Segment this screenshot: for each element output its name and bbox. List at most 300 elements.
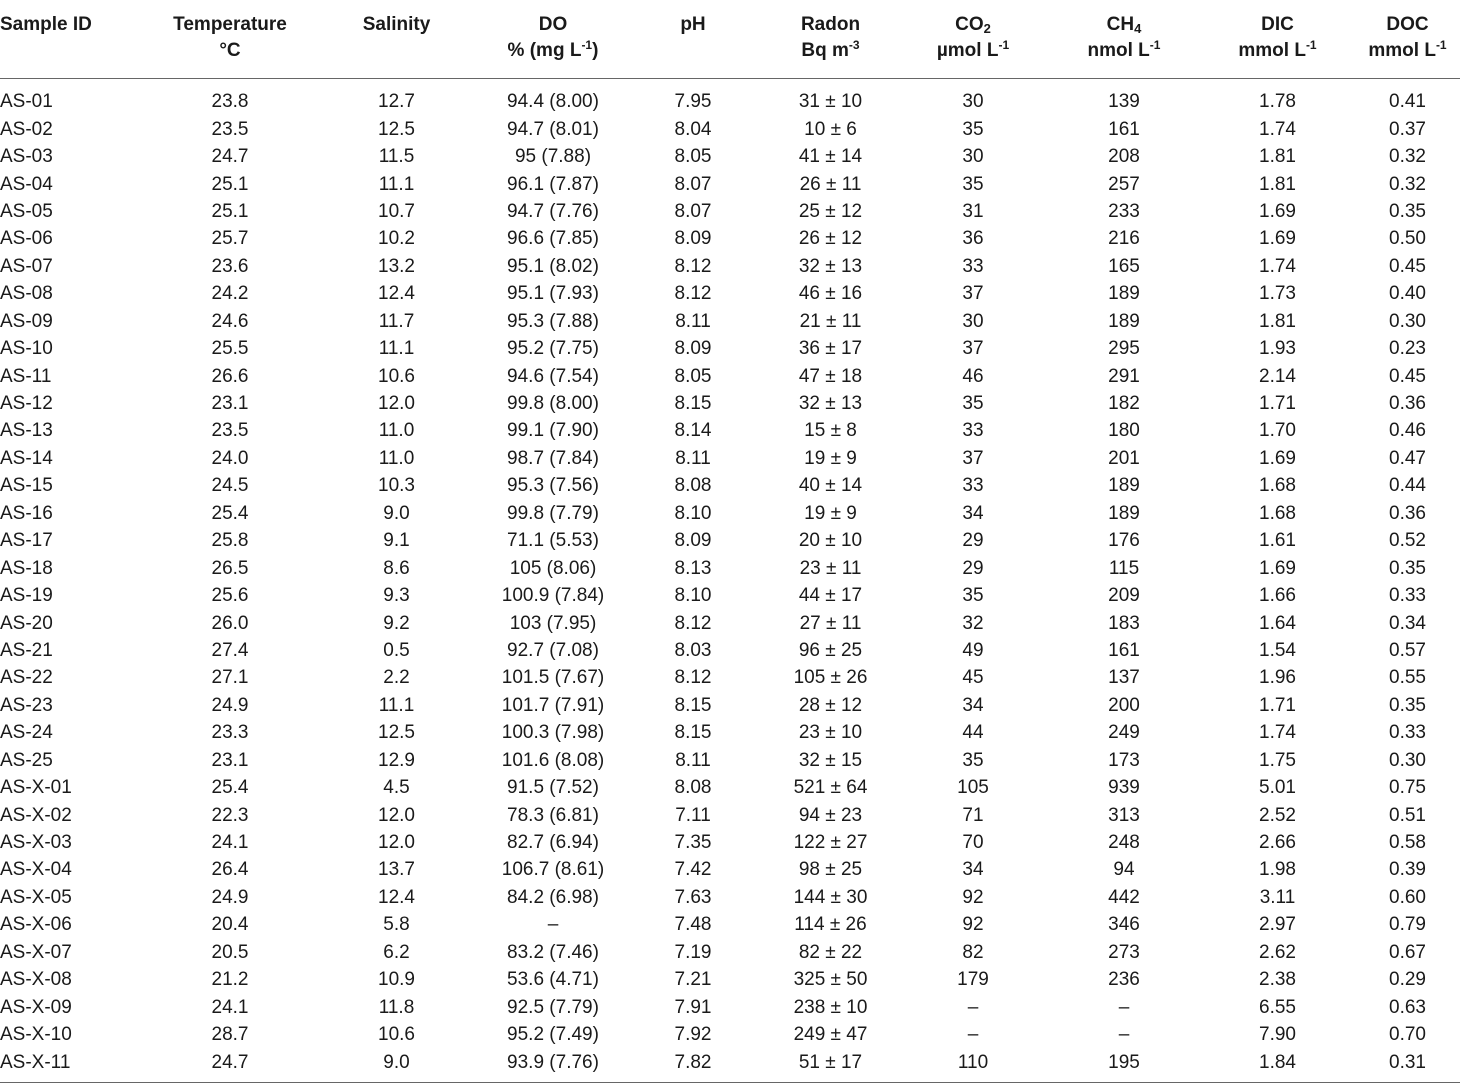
cell-do: 103 (7.95) <box>509 612 597 634</box>
cell-doc: 0.33 <box>1389 585 1426 607</box>
cell-radon: 15 ± 8 <box>804 420 857 442</box>
cell-salinity: 10.2 <box>378 228 415 250</box>
cell-ph: 8.15 <box>674 722 712 744</box>
cell-dic: 1.61 <box>1259 530 1296 552</box>
header-label: Temperature <box>173 14 287 35</box>
table-row <box>0 335 1460 362</box>
cell-ch4: 189 <box>1108 283 1140 305</box>
cell-sample-id: AS-07 <box>0 255 53 277</box>
cell-temperature: 24.6 <box>211 310 249 332</box>
cell-do: 99.8 (8.00) <box>507 393 599 415</box>
cell-co2: 37 <box>962 283 984 305</box>
cell-salinity: 13.2 <box>378 255 415 277</box>
cell-do: 78.3 (6.81) <box>507 804 599 826</box>
table-row <box>0 774 1460 801</box>
table-row <box>0 198 1460 225</box>
cell-co2: – <box>967 996 979 1018</box>
cell-doc: 0.58 <box>1389 832 1426 854</box>
cell-doc: 0.35 <box>1389 557 1426 579</box>
cell-ph: 8.10 <box>674 502 712 524</box>
cell-do: 92.7 (7.08) <box>507 639 599 661</box>
cell-salinity: 12.4 <box>378 283 415 305</box>
table-row <box>0 390 1460 417</box>
cell-doc: 0.32 <box>1389 146 1426 168</box>
cell-dic: 2.62 <box>1259 941 1296 963</box>
cell-co2: 34 <box>962 694 984 716</box>
cell-ph: 8.15 <box>674 694 712 716</box>
cell-ph: 8.03 <box>674 639 712 661</box>
cell-temperature: 25.5 <box>211 338 249 360</box>
header-ph <box>623 0 763 78</box>
header-salinity <box>310 0 483 78</box>
cell-co2: 30 <box>962 91 984 113</box>
cell-radon: 25 ± 12 <box>798 200 863 222</box>
cell-sample-id: AS-X-06 <box>0 914 72 936</box>
header-co2 <box>898 0 1048 78</box>
cell-ch4: 233 <box>1108 200 1140 222</box>
cell-temperature: 24.9 <box>211 886 249 908</box>
header-unit: Bq $m^{-3}$ <box>801 38 860 61</box>
cell-ph: 8.15 <box>674 393 712 415</box>
cell-ph: 8.07 <box>674 173 712 195</box>
cell-doc: 0.51 <box>1389 804 1426 826</box>
cell-doc: 0.36 <box>1389 393 1426 415</box>
cell-temperature: 27.4 <box>211 639 249 661</box>
cell-ph: 8.04 <box>674 118 712 140</box>
cell-temperature: 23.1 <box>211 393 249 415</box>
cell-radon: 47 ± 18 <box>798 365 863 387</box>
cell-do: 95.3 (7.56) <box>507 475 599 497</box>
cell-sample-id: AS-25 <box>0 749 53 771</box>
cell-temperature: 26.0 <box>211 612 249 634</box>
cell-dic: 6.55 <box>1259 996 1296 1018</box>
table-row <box>0 143 1460 170</box>
cell-co2: 33 <box>962 255 984 277</box>
cell-dic: 1.81 <box>1259 146 1296 168</box>
cell-dic: 1.69 <box>1259 557 1296 579</box>
cell-radon: 32 ± 13 <box>798 393 863 415</box>
cell-do: 95 (7.88) <box>514 146 592 168</box>
cell-ch4: 257 <box>1108 173 1140 195</box>
cell-temperature: 21.2 <box>211 969 249 991</box>
cell-co2: 35 <box>962 118 984 140</box>
cell-ph: 7.63 <box>674 886 712 908</box>
table-row <box>0 857 1460 884</box>
cell-do: 53.6 (4.71) <box>507 969 599 991</box>
cell-co2: 32 <box>962 612 984 634</box>
cell-do: 83.2 (7.46) <box>507 941 599 963</box>
cell-dic: 1.74 <box>1259 722 1296 744</box>
cell-sample-id: AS-14 <box>0 447 53 469</box>
cell-sample-id: AS-17 <box>0 530 53 552</box>
table-row <box>0 720 1460 747</box>
cell-temperature: 28.7 <box>211 1024 249 1046</box>
cell-do: 98.7 (7.84) <box>507 447 599 469</box>
cell-doc: 0.70 <box>1389 1024 1426 1046</box>
table-row <box>0 637 1460 664</box>
table-row <box>0 445 1460 472</box>
cell-do: 94.6 (7.54) <box>507 365 599 387</box>
cell-dic: 1.84 <box>1200 1049 1355 1083</box>
cell-doc: 0.57 <box>1389 639 1426 661</box>
cell-ph: 7.48 <box>674 914 712 936</box>
table-row <box>0 994 1460 1021</box>
cell-ph: 7.21 <box>674 969 712 991</box>
cell-radon: 521 ± 64 <box>793 777 868 799</box>
cell-sample-id: AS-X-03 <box>0 832 72 854</box>
cell-do: 95.1 (7.93) <box>507 283 599 305</box>
cell-co2: 44 <box>962 722 984 744</box>
cell-ph: 8.08 <box>674 475 712 497</box>
cell-salinity: 9.1 <box>383 530 410 552</box>
header-label: $CO_2$ <box>955 14 991 36</box>
cell-ch4: 939 <box>1108 777 1140 799</box>
cell-dic: 1.66 <box>1259 585 1296 607</box>
cell-ch4: 189 <box>1108 310 1140 332</box>
cell-ch4: 209 <box>1108 585 1140 607</box>
cell-sample-id: AS-X-08 <box>0 969 72 991</box>
cell-dic: 5.01 <box>1259 777 1296 799</box>
header-unit: µmol $L^{-1}$ <box>936 38 1010 61</box>
cell-doc: 0.52 <box>1389 530 1426 552</box>
cell-sample-id: AS-08 <box>0 283 53 305</box>
cell-doc: 0.40 <box>1389 283 1426 305</box>
cell-radon: 238 ± 10 <box>793 996 868 1018</box>
cell-sample-id: AS-10 <box>0 338 53 360</box>
cell-doc: 0.60 <box>1389 886 1426 908</box>
cell-ph: 7.42 <box>674 859 712 881</box>
cell-temperature: 24.2 <box>211 283 249 305</box>
cell-salinity: 4.5 <box>383 777 410 799</box>
cell-ch4: 189 <box>1108 475 1140 497</box>
cell-ch4: 236 <box>1108 969 1140 991</box>
cell-doc: 0.35 <box>1389 200 1426 222</box>
header-radon <box>763 0 898 78</box>
cell-do: 93.9 (7.76) <box>483 1049 623 1083</box>
cell-ph: 7.82 <box>623 1049 763 1083</box>
cell-co2: 37 <box>962 447 984 469</box>
cell-co2: – <box>967 1024 979 1046</box>
cell-temperature: 24.0 <box>211 447 249 469</box>
table-row <box>0 1049 1460 1083</box>
table-row <box>0 610 1460 637</box>
cell-sample-id: AS-03 <box>0 146 53 168</box>
cell-ph: 8.11 <box>675 749 711 771</box>
cell-doc: 0.33 <box>1389 722 1426 744</box>
cell-dic: 1.98 <box>1259 859 1296 881</box>
cell-ch4: 189 <box>1108 502 1140 524</box>
cell-do: 106.7 (8.61) <box>501 859 605 881</box>
cell-temperature: 23.8 <box>211 91 249 113</box>
cell-salinity: 11.1 <box>378 173 415 195</box>
header-label: Radon <box>800 14 861 35</box>
header-label: Sample ID <box>0 14 92 35</box>
cell-do: 95.2 (7.75) <box>507 338 599 360</box>
header-label: DOC <box>1386 14 1429 35</box>
cell-do: 94.7 (8.01) <box>507 118 599 140</box>
cell-doc: 0.75 <box>1389 777 1426 799</box>
cell-radon: 51 ± 17 <box>763 1049 898 1083</box>
cell-co2: 45 <box>962 667 984 689</box>
cell-dic: 2.52 <box>1259 804 1296 826</box>
cell-dic: 1.93 <box>1259 338 1296 360</box>
cell-do: 94.4 (8.00) <box>507 91 599 113</box>
cell-doc: 0.35 <box>1389 694 1426 716</box>
cell-sample-id: AS-19 <box>0 585 53 607</box>
cell-doc: 0.29 <box>1389 969 1426 991</box>
cell-temperature: 25.4 <box>211 502 249 524</box>
cell-radon: 40 ± 14 <box>798 475 863 497</box>
cell-radon: 325 ± 50 <box>793 969 868 991</box>
table-row <box>0 692 1460 719</box>
cell-radon: 21 ± 11 <box>799 310 862 332</box>
cell-ph: 8.09 <box>674 228 712 250</box>
cell-sample-id: AS-X-04 <box>0 859 72 881</box>
cell-salinity: 5.8 <box>383 914 410 936</box>
cell-salinity: 9.3 <box>383 585 410 607</box>
cell-sample-id: AS-04 <box>0 173 53 195</box>
cell-temperature: 20.4 <box>211 914 249 936</box>
cell-co2: 105 <box>957 777 989 799</box>
cell-ch4: 180 <box>1108 420 1140 442</box>
cell-dic: 1.68 <box>1259 475 1296 497</box>
cell-ph: 8.05 <box>674 146 712 168</box>
cell-sample-id: AS-24 <box>0 722 53 744</box>
cell-co2: 35 <box>962 173 984 195</box>
cell-temperature: 24.1 <box>211 832 249 854</box>
table-row <box>0 582 1460 609</box>
table-row <box>0 829 1460 856</box>
cell-ch4: 442 <box>1108 886 1140 908</box>
cell-co2: 92 <box>962 914 984 936</box>
cell-temperature: 26.6 <box>211 365 249 387</box>
cell-ch4: 291 <box>1108 365 1140 387</box>
cell-doc: 0.44 <box>1389 475 1426 497</box>
cell-ch4: 139 <box>1108 91 1140 113</box>
cell-dic: 1.81 <box>1259 173 1296 195</box>
cell-ph: 7.95 <box>674 91 712 113</box>
cell-radon: 122 ± 27 <box>793 832 868 854</box>
cell-ph: 8.12 <box>674 283 712 305</box>
cell-radon: 23 ± 11 <box>799 557 862 579</box>
table-row <box>0 802 1460 829</box>
cell-ph: 8.12 <box>674 612 712 634</box>
cell-temperature: 23.1 <box>211 749 249 771</box>
cell-doc: 0.46 <box>1389 420 1426 442</box>
cell-salinity: 11.7 <box>378 310 415 332</box>
cell-radon: 82 ± 22 <box>798 941 863 963</box>
cell-radon: 96 ± 25 <box>798 639 863 661</box>
cell-radon: 105 ± 26 <box>793 667 868 689</box>
cell-temperature: 23.6 <box>211 255 249 277</box>
header-label: DO <box>538 14 568 35</box>
cell-dic: 2.14 <box>1259 365 1296 387</box>
cell-salinity: 0.5 <box>383 639 410 661</box>
cell-salinity: 12.0 <box>378 832 415 854</box>
cell-doc: 0.39 <box>1389 859 1426 881</box>
cell-ph: 7.91 <box>674 996 712 1018</box>
header-label: pH <box>680 14 706 35</box>
cell-salinity: 9.0 <box>310 1049 483 1083</box>
cell-ph: 7.92 <box>674 1024 712 1046</box>
cell-salinity: 11.0 <box>378 447 415 469</box>
cell-co2: 82 <box>962 941 984 963</box>
cell-radon: 32 ± 15 <box>798 749 863 771</box>
cell-dic: 1.54 <box>1259 639 1296 661</box>
cell-do: 101.7 (7.91) <box>501 694 605 716</box>
table-row <box>0 912 1460 939</box>
cell-dic: 1.71 <box>1259 393 1296 415</box>
header-label: DIC <box>1261 14 1294 35</box>
cell-radon: 32 ± 13 <box>798 255 863 277</box>
cell-ph: 8.08 <box>674 777 712 799</box>
cell-ch4: – <box>1118 996 1130 1018</box>
cell-ch4: 216 <box>1108 228 1140 250</box>
cell-sample-id: AS-23 <box>0 694 53 716</box>
cell-ch4: 313 <box>1108 804 1140 826</box>
cell-doc: 0.45 <box>1389 255 1426 277</box>
cell-ph: 7.11 <box>675 804 711 826</box>
cell-ch4: 176 <box>1108 530 1140 552</box>
cell-salinity: 11.8 <box>378 996 415 1018</box>
cell-dic: 1.69 <box>1259 447 1296 469</box>
cell-ph: 8.05 <box>674 365 712 387</box>
header-label: Salinity <box>362 14 431 35</box>
cell-salinity: 8.6 <box>383 557 410 579</box>
cell-co2: 35 <box>962 585 984 607</box>
cell-do: 99.8 (7.79) <box>507 502 599 524</box>
cell-dic: 1.74 <box>1259 118 1296 140</box>
table-row <box>0 665 1460 692</box>
cell-temperature: 23.5 <box>211 420 249 442</box>
cell-sample-id: AS-11 <box>0 365 52 387</box>
cell-radon: 10 ± 6 <box>804 118 857 140</box>
table-row <box>0 78 1460 116</box>
cell-temperature: 25.8 <box>211 530 249 552</box>
cell-dic: 7.90 <box>1259 1024 1296 1046</box>
cell-sample-id: AS-18 <box>0 557 53 579</box>
cell-salinity: 9.0 <box>383 502 410 524</box>
table-row <box>0 884 1460 911</box>
cell-ch4: 200 <box>1108 694 1140 716</box>
cell-temperature: 27.1 <box>211 667 249 689</box>
cell-radon: 23 ± 10 <box>798 722 863 744</box>
header-unit: nmol $L^{-1}$ <box>1087 38 1161 61</box>
cell-ch4: 115 <box>1108 557 1140 579</box>
table-row <box>0 939 1460 966</box>
header-label: $CH_4$ <box>1106 14 1142 36</box>
header-row <box>0 0 1460 78</box>
cell-sample-id: AS-X-10 <box>0 1024 72 1046</box>
cell-ph: 8.13 <box>674 557 712 579</box>
table-row <box>0 500 1460 527</box>
cell-temperature: 24.1 <box>211 996 249 1018</box>
cell-sample-id: AS-X-01 <box>0 777 72 799</box>
cell-salinity: 2.2 <box>383 667 410 689</box>
cell-dic: 2.97 <box>1259 914 1296 936</box>
cell-temperature: 24.7 <box>211 146 249 168</box>
cell-doc: 0.45 <box>1389 365 1426 387</box>
cell-ph: 8.09 <box>674 530 712 552</box>
cell-ch4: 195 <box>1048 1049 1200 1083</box>
table-row <box>0 1021 1460 1048</box>
cell-sample-id: AS-01 <box>0 91 53 113</box>
cell-salinity: 12.9 <box>378 749 415 771</box>
cell-sample-id: AS-06 <box>0 228 53 250</box>
cell-ch4: 182 <box>1108 393 1140 415</box>
cell-sample-id: AS-X-05 <box>0 886 72 908</box>
header-dic <box>1200 0 1355 78</box>
cell-ch4: 161 <box>1108 118 1140 140</box>
cell-ph: 8.10 <box>674 585 712 607</box>
cell-do: 91.5 (7.52) <box>507 777 599 799</box>
cell-do: 100.3 (7.98) <box>501 722 605 744</box>
cell-ph: 8.12 <box>674 255 712 277</box>
cell-doc: 0.30 <box>1389 310 1426 332</box>
cell-dic: 1.64 <box>1259 612 1296 634</box>
cell-salinity: 12.5 <box>378 118 415 140</box>
cell-doc: 0.41 <box>1389 91 1426 113</box>
cell-ph: 8.11 <box>675 310 711 332</box>
cell-ph: 8.09 <box>674 338 712 360</box>
cell-doc: 0.34 <box>1389 612 1426 634</box>
header-unit: mmol $L^{-1}$ <box>1238 38 1317 61</box>
cell-dic: 1.96 <box>1259 667 1296 689</box>
cell-salinity: 12.5 <box>378 722 415 744</box>
cell-radon: 44 ± 17 <box>798 585 863 607</box>
cell-doc: 0.36 <box>1389 502 1426 524</box>
cell-salinity: 10.3 <box>378 475 415 497</box>
cell-co2: 110 <box>898 1049 1048 1083</box>
cell-do: 105 (8.06) <box>509 557 597 579</box>
cell-sample-id: AS-X-02 <box>0 804 72 826</box>
cell-radon: 98 ± 25 <box>798 859 863 881</box>
cell-ch4: – <box>1118 1024 1130 1046</box>
cell-do: 95.3 (7.88) <box>507 310 599 332</box>
cell-do: 101.5 (7.67) <box>501 667 605 689</box>
cell-temperature: 23.3 <box>211 722 249 744</box>
cell-sample-id: AS-09 <box>0 310 53 332</box>
cell-radon: 36 ± 17 <box>798 338 863 360</box>
cell-do: 100.9 (7.84) <box>501 585 605 607</box>
cell-ch4: 137 <box>1108 667 1140 689</box>
cell-ph: 7.19 <box>674 941 712 963</box>
cell-dic: 1.81 <box>1259 310 1296 332</box>
table-row <box>0 116 1460 143</box>
cell-dic: 1.68 <box>1259 502 1296 524</box>
cell-ch4: 161 <box>1108 639 1140 661</box>
cell-dic: 1.69 <box>1259 228 1296 250</box>
table-row <box>0 473 1460 500</box>
cell-temperature: 20.5 <box>211 941 249 963</box>
cell-radon: 27 ± 11 <box>799 612 862 634</box>
cell-co2: 29 <box>962 557 984 579</box>
cell-sample-id: AS-20 <box>0 612 53 634</box>
cell-do: 84.2 (6.98) <box>507 886 599 908</box>
cell-temperature: 23.5 <box>211 118 249 140</box>
cell-co2: 36 <box>962 228 984 250</box>
cell-salinity: 10.6 <box>378 365 415 387</box>
cell-ch4: 346 <box>1108 914 1140 936</box>
table-body <box>0 78 1460 1083</box>
cell-sample-id: AS-X-07 <box>0 941 72 963</box>
cell-salinity: 6.2 <box>383 941 410 963</box>
cell-sample-id: AS-X-11 <box>0 1049 150 1083</box>
cell-temperature: 24.7 <box>150 1049 310 1083</box>
cell-doc: 0.32 <box>1389 173 1426 195</box>
cell-temperature: 25.4 <box>211 777 249 799</box>
cell-ch4: 183 <box>1108 612 1140 634</box>
